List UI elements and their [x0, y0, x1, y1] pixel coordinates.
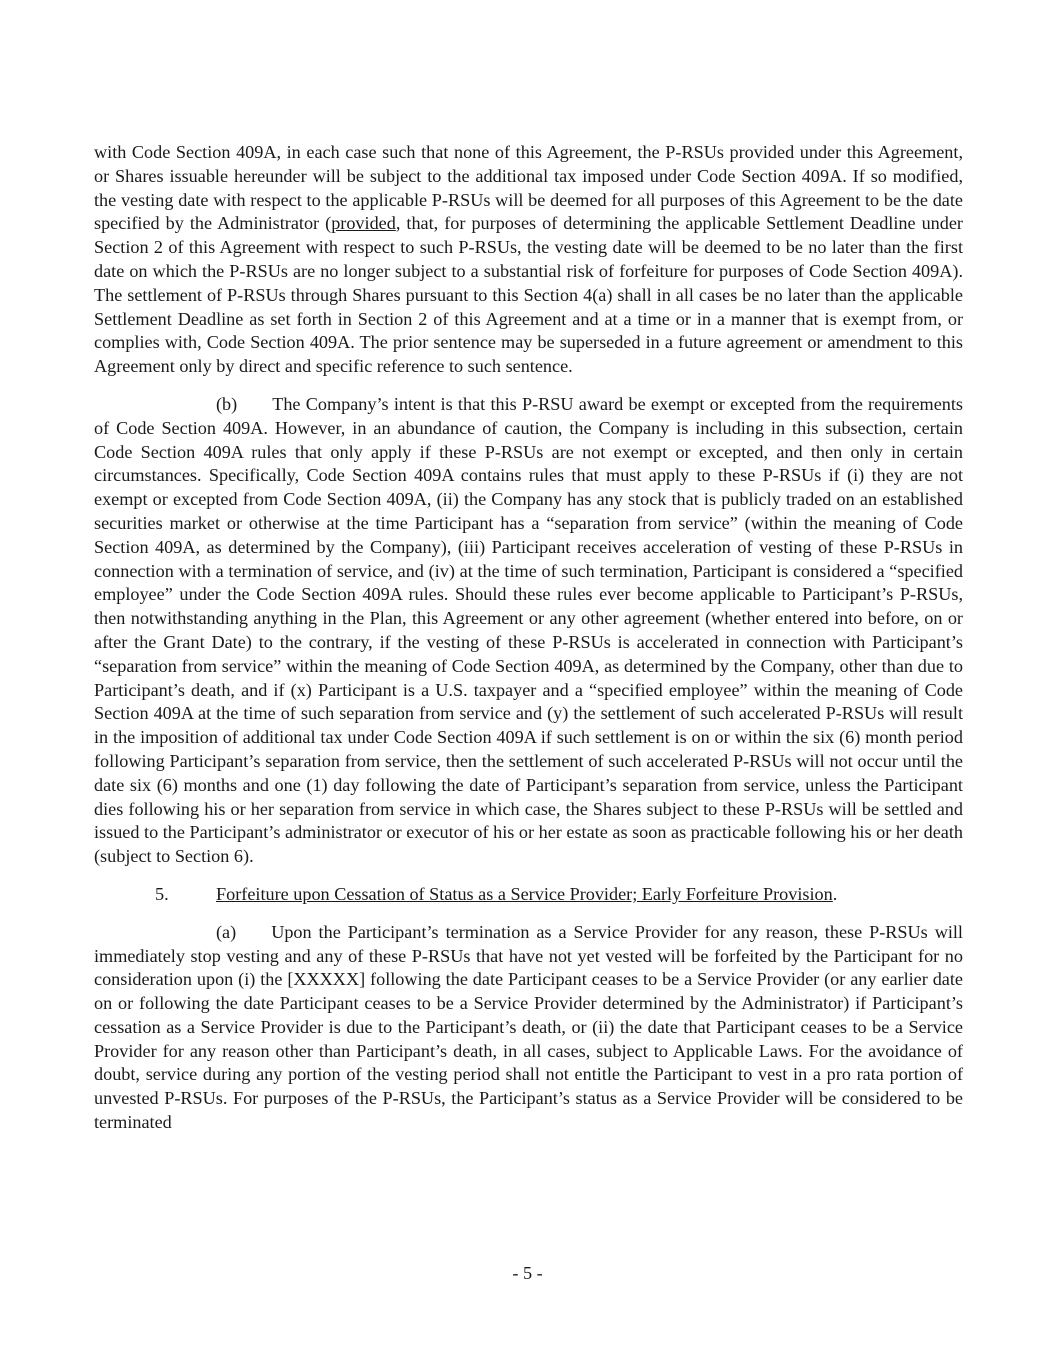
p1-text-end: , that, for purposes of determining the applicable Settlement Deadline under Section 2 of this Agreement with respect to such P-RSUs, the vesting date will be deemed to be no later than the first date on which the P-RSUs are no longer subject to a substantial risk of forfeiture for purposes of Code Section 409A). The settlement of P-RSUs through Shares pursuant to this Section 4(a) shall in all cases be no later than the applicable Settlement Deadline as set forth in Section 2 of this Agreement and at a time or in a manner that is exempt from, or complies with, Code Section 409A. The prior sentence may be superseded in a future agreement or amendment to this Agreement only by direct and specific reference to such sentence.: [94, 213, 963, 377]
document-body: [94, 141, 963, 1135]
paragraph-5a-label: (a): [216, 921, 237, 942]
paragraph-4b: [94, 393, 963, 869]
page-number: - 5 -: [512, 1263, 543, 1283]
section-5-number: 5.: [155, 883, 169, 904]
p1-text-start: with Code Section 409A, in each case such that none of this Agreement, the P-RSUs provided under this Agreement, or Shares issuable hereunder will be subject to the additional tax imposed under Code Section 409A. If so modified, the vesting date with respect to the applicable P-RSUs will be deemed for all purposes of this Agreement to be the date specified by the Administrator (: [94, 142, 963, 234]
paragraph-4b-text: The Company’s intent is that this P-RSU award be exempt or excepted from the requirements of Code Section 409A. However, in an abundance of caution, the Company is including in this subsection, certain Code Section 409A rules that only apply if these P-RSUs are not exempt or excepted, and then only in certain circumstances. Specifically, Code Section 409A contains rules that must apply to these P-RSUs if (i) they are not exempt or excepted from Code Section 409A, (ii) the Company has any stock that is publicly traded on an established securities market or otherwise at the time Participant has a “separation from service” (within the meaning of Code Section 409A, as determined by the Company), (iii) Participant receives acceleration of vesting of these P-RSUs in connection with a termination of service, and (iv) at the time of such termination, Participant is considered a “specified employee” under the Code Section 409A rules. Should these rules ever become applicable to Participant’s P-RSUs, then notwithstanding anything in the Plan, this Agreement or any other agreement (whether entered into before, on or after the Grant Date) to the contrary, if the vesting of these P-RSUs is accelerated in connection with Participant’s “separation from service” within the meaning of Code Section 409A, as determined by the Company, other than due to Participant’s death, and if (x) Participant is a U.S. taxpayer and a “specified employee” within the meaning of Code Section 409A at the time of such separation from service and (y) the settlement of such accelerated P-RSUs will result in the imposition of additional tax under Code Section 409A if such settlement is on or within the six (6) month period following Participant’s separation from service, then the settlement of such accelerated P-RSUs will not occur until the date six (6) months and one (1) day following the date of Participant’s separation from service, unless the Participant dies following his or her separation from service in which case, the Shares subject to these P-RSUs will be settled and issued to the Participant’s administrator or executor of his or her estate as soon as practicable following his or her death (subject to Section 6).: [94, 393, 963, 867]
section-5-period: .: [832, 883, 838, 904]
provided-underlined: provided: [331, 213, 396, 234]
section-5-heading: [94, 883, 963, 907]
section-5-title: Forfeiture upon Cessation of Status as a Service Provider; Early Forfeiture Provision: [216, 883, 833, 904]
paragraph-4a-continuation: [94, 141, 963, 379]
paragraph-4b-label: (b): [216, 393, 238, 414]
paragraph-5a: [94, 921, 963, 1135]
paragraph-5a-text: Upon the Participant’s termination as a Service Provider for any reason, these P-RSUs will immediately stop vesting and any of these P-RSUs that have not yet vested will be forfeited by the Participant for no consideration upon (i) the [XXXXX] following the date Participant ceases to be a Service Provider (or any earlier date on or following the date Participant ceases to be a Service Provider determined by the Administrator) if Participant’s cessation as a Service Provider is due to the Participant’s death, or (ii) the date that Participant ceases to be a Service Provider for any reason other than Participant’s death, in all cases, subject to Applicable Laws. For the avoidance of doubt, service during any portion of the vesting period shall not entitle the Participant to vest in a pro rata portion of unvested P-RSUs. For purposes of the P-RSUs, the Participant’s status as a Service Provider will be considered to be terminated: [94, 921, 963, 1133]
